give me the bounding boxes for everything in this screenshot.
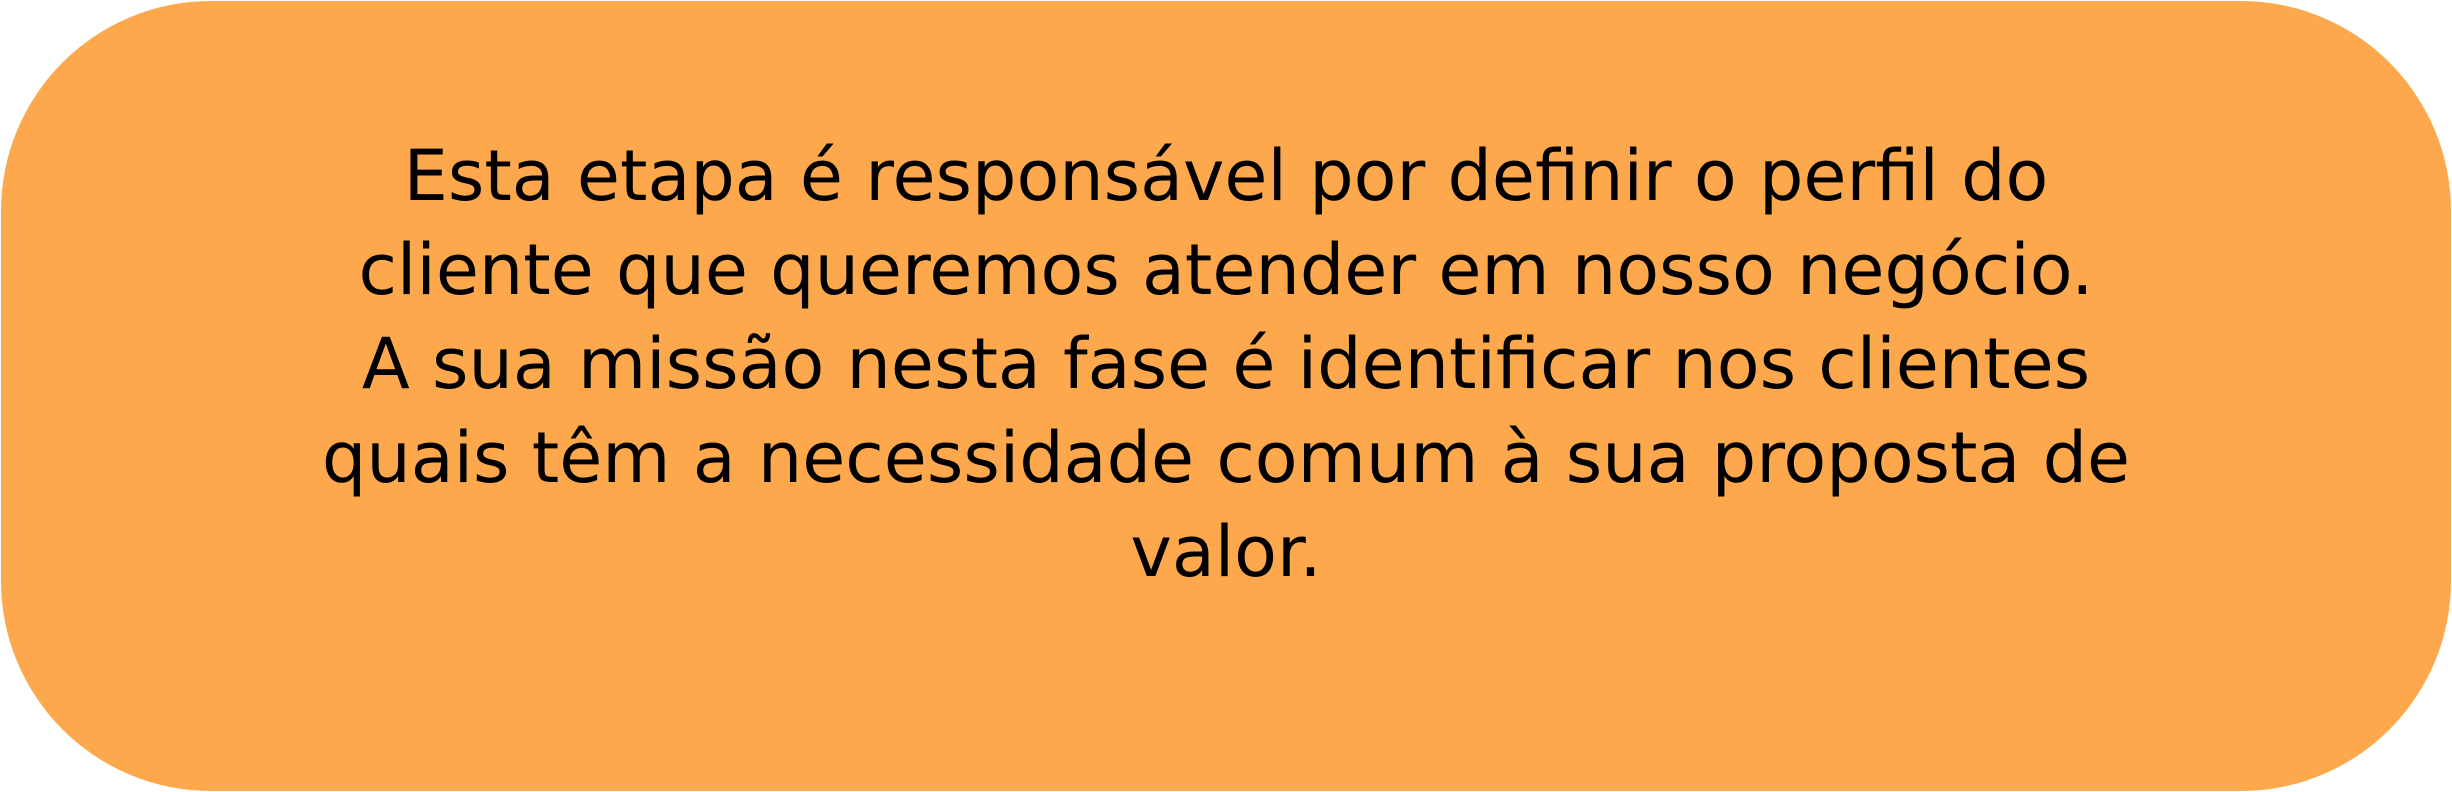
card-text-line-1: Esta etapa é responsável por definir o perfil do xyxy=(403,135,2049,217)
card-text xyxy=(1,129,2451,599)
card-text-line-2: cliente que queremos atender em nosso negócio. xyxy=(358,229,2094,311)
card-text-line-5: valor. xyxy=(1130,511,1322,593)
card-text-line-3: A sua missão nesta fase é identificar nos clientes xyxy=(361,323,2091,405)
info-card xyxy=(1,1,2451,791)
card-text-line-4: quais têm a necessidade comum à sua proposta de xyxy=(321,417,2131,499)
